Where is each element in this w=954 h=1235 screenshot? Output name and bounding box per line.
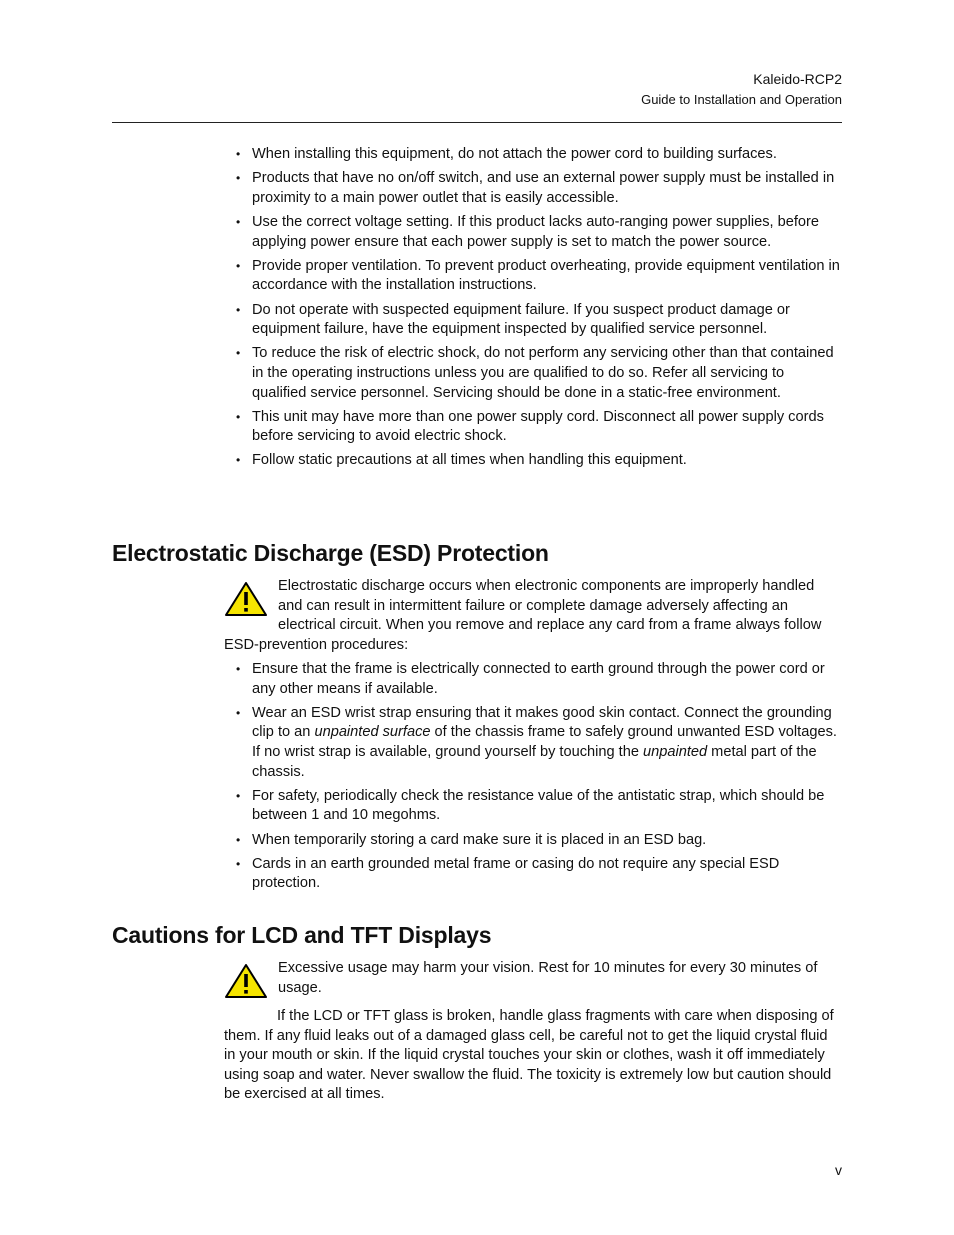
bullet-mark: • xyxy=(236,705,241,720)
esd-heading: Electrostatic Discharge (ESD) Protection xyxy=(112,540,549,566)
warning-triangle-icon xyxy=(224,959,268,999)
list-item xyxy=(236,408,842,447)
list-item xyxy=(236,451,842,471)
list-item xyxy=(236,831,842,851)
bullet-mark: • xyxy=(236,662,241,676)
header-rule xyxy=(112,122,842,123)
list-item-text: metal part of the chassis. xyxy=(252,743,817,780)
list-item-text: This unit may have more than one power supply cord. Disconnect all power supply cords before servicing to avoid electric shock. xyxy=(252,408,824,445)
list-item xyxy=(236,301,842,340)
list-item xyxy=(236,660,842,699)
list-item xyxy=(236,855,842,894)
list-item xyxy=(236,704,842,782)
list-item xyxy=(236,257,842,296)
list-item xyxy=(236,787,842,826)
header-product: Kaleido-RCP2 xyxy=(753,71,842,87)
list-item-text: Use the correct voltage setting. If this product lacks auto-ranging power supplies, before applying power ensure that each power supply is set to match the power source. xyxy=(252,213,820,250)
header-subtitle: Guide to Installation and Operation xyxy=(641,92,842,107)
list-item-text: Wear an ESD wrist strap ensuring that it makes good skin contact. Connect the grounding clip to an xyxy=(252,704,832,741)
list-item xyxy=(236,169,842,208)
emphasis-text: unpainted surface xyxy=(314,724,431,741)
list-item xyxy=(236,145,842,165)
list-item xyxy=(236,213,842,252)
lcd-caution-text: Excessive usage may harm your vision. Rest for 10 minutes for every 30 minutes of usage. xyxy=(278,960,818,996)
list-item-text: For safety, periodically check the resistance value of the antistatic strap, which should be between 1 and 10 megohms. xyxy=(252,787,825,824)
esd-caution-block xyxy=(224,577,842,655)
bullet-mark: • xyxy=(236,346,241,361)
list-item-text: Ensure that the frame is electrically connected to earth ground through the power cord or any other means if available. xyxy=(252,661,825,697)
list-item-text: Follow static precautions at all times when handling this equipment. xyxy=(252,452,687,469)
bullet-mark: • xyxy=(236,214,241,229)
page-number: v xyxy=(835,1162,842,1178)
bullet-mark: • xyxy=(236,788,241,803)
bullet-mark: • xyxy=(236,302,241,317)
safety-bullet-list xyxy=(236,145,842,476)
bullet-mark: • xyxy=(236,258,241,273)
lcd-heading: Cautions for LCD and TFT Displays xyxy=(112,922,492,948)
list-item-text: Do not operate with suspected equipment failure. If you suspect product damage or equipment failure, have the equipment inspected by qualified service personnel. xyxy=(252,301,790,338)
warning-triangle-icon xyxy=(224,577,268,617)
list-item-text: When installing this equipment, do not attach the power cord to building surfaces. xyxy=(252,146,777,162)
esd-caution-text: Electrostatic discharge occurs when electronic components are improperly handled and can result in intermittent failure or complete damage adversely affecting an electrical circuit. When you remove and replace any card from a frame always follow ESD-prevention procedures: xyxy=(224,578,822,653)
list-item-text: To reduce the risk of electric shock, do not perform any servicing other than that contained in the operating instructions unless you are qualified to do so. Refer all servicing to qualified service personnel. Servicing should be done in a static-free environment. xyxy=(252,345,834,401)
bullet-mark: • xyxy=(236,856,241,871)
list-item-text: of the chassis frame to safely ground unwanted ESD voltages. If no wrist strap is available, ground yourself by touching the xyxy=(252,724,837,760)
emphasis-text: unpainted xyxy=(643,743,708,760)
list-item xyxy=(236,344,842,403)
lcd-paragraph: If the LCD or TFT glass is broken, handle glass fragments with care when disposing of them. If any fluid leaks out of a damaged glass cell, be careful not to get the liquid crystal fluid in your mouth or skin. If the liquid crystal touches your skin or clothes, wash it off immediately using soap and water. Never swallow the fluid. The toxicity is extremely low but caution should be exercised at all times. xyxy=(224,1008,834,1103)
list-item-text: Products that have no on/off switch, and use an external power supply must be installed in proximity to a main power outlet that is easily accessible. xyxy=(252,170,835,206)
bullet-mark: • xyxy=(236,147,241,161)
bullet-mark: • xyxy=(236,832,241,847)
list-item-text: When temporarily storing a card make sure it is placed in an ESD bag. xyxy=(252,831,707,848)
bullet-mark: • xyxy=(236,409,241,424)
list-item-text: Cards in an earth grounded metal frame or casing do not require any special ESD protection. xyxy=(252,855,780,892)
esd-bullet-list xyxy=(236,660,842,899)
lcd-caution-block xyxy=(224,959,842,999)
bullet-mark: • xyxy=(236,453,241,468)
list-item-text: Provide proper ventilation. To prevent product overheating, provide equipment ventilation in accordance with the installation instructions. xyxy=(252,257,840,294)
bullet-mark: • xyxy=(236,171,241,186)
